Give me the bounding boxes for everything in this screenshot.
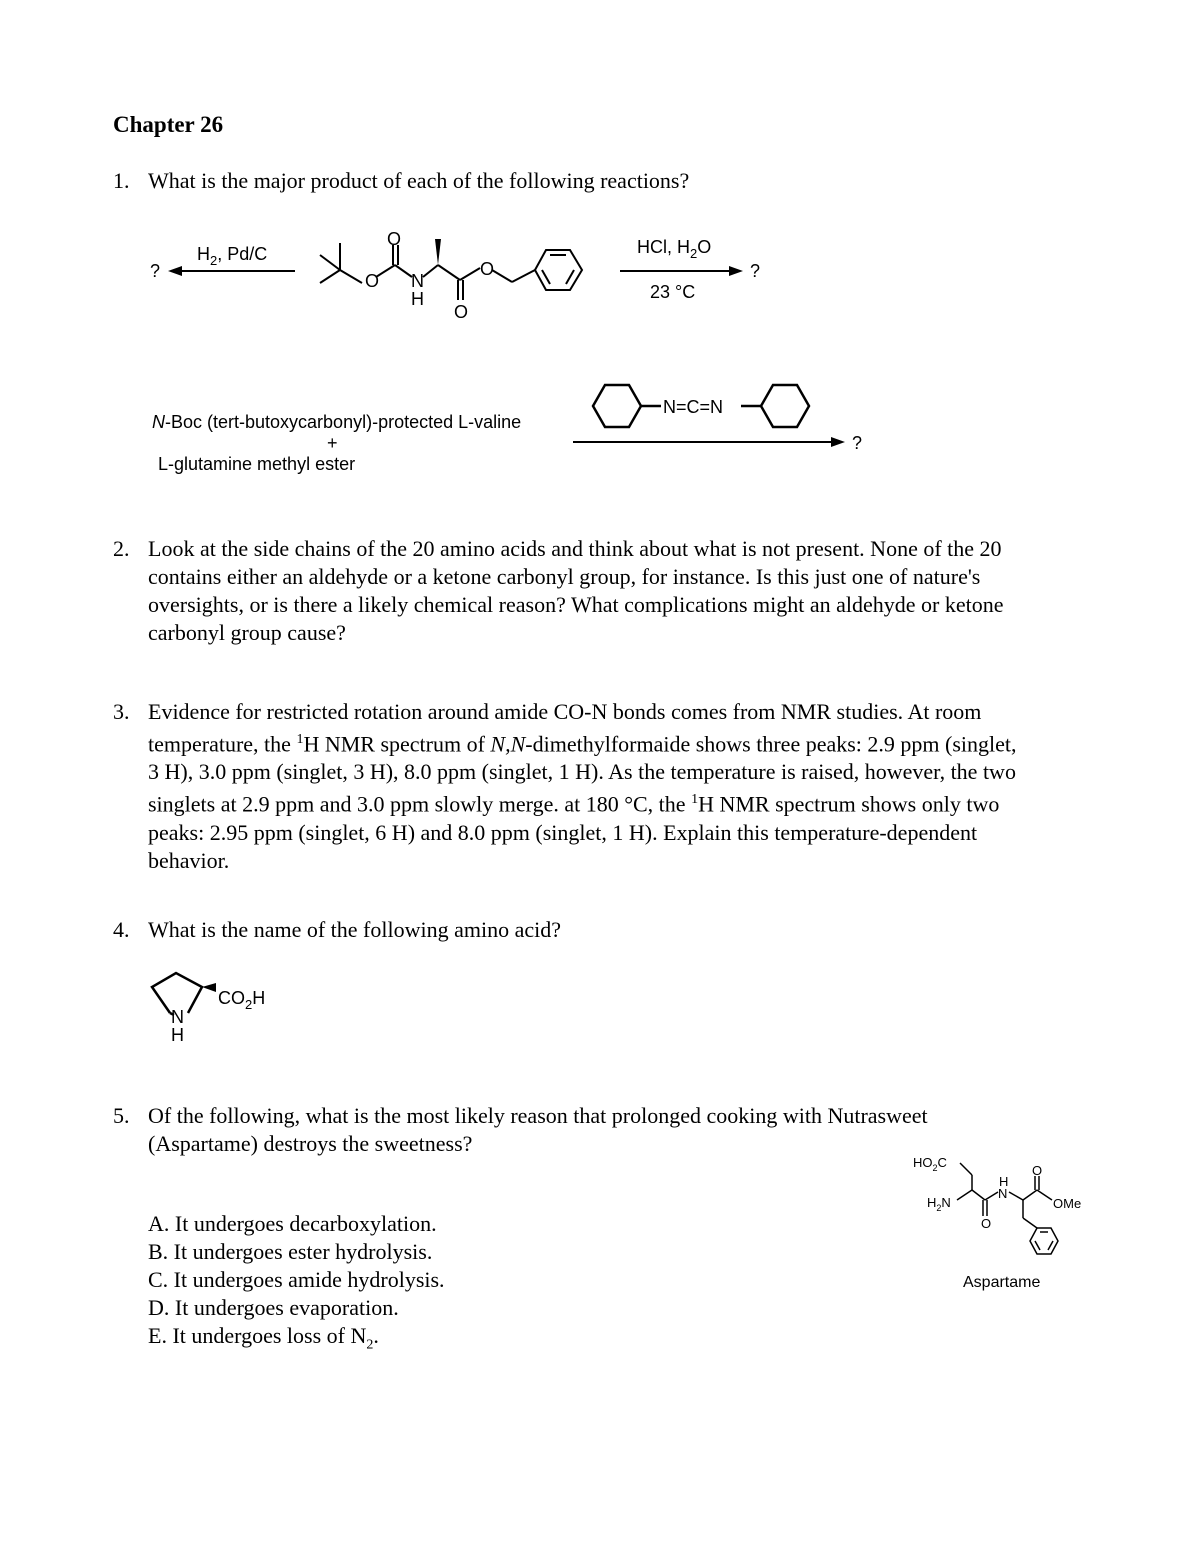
aspartame-name: Aspartame (963, 1274, 1041, 1291)
reaction1-left-reagent: $H_2$, Pd/C (197, 244, 268, 268)
q4-number: 4. (113, 917, 130, 942)
q5-option-e: E. It undergoes loss of $N_2$. (148, 1323, 379, 1353)
q3-number: 3. (113, 699, 130, 724)
q3-line-6: behavior. (148, 847, 230, 873)
q5-line-1: Of the following, what is the most likely reason that prolonged cooking with Nutrasweet (148, 1103, 928, 1128)
methyl-wedge (435, 239, 441, 265)
q4-text: What is the name of the following amino acid? (148, 917, 561, 942)
q5-options (148, 1210, 445, 1359)
q2-text (148, 535, 1078, 647)
q5-option-c: C. It undergoes amide hydrolysis. (148, 1267, 445, 1292)
q5-option-d: D. It undergoes evaporation. (148, 1295, 399, 1320)
q2-line-1: Look at the side chains of the 20 amino acids and think about what is not present. None of the 20 (148, 536, 1002, 561)
q2-line-2: contains either an aldehyde or a ketone carbonyl group, for instance. Is this just one of nature's (148, 564, 981, 589)
atom-n: N (411, 271, 424, 291)
aspartame-structure (905, 1148, 1105, 1293)
reaction2-arrowhead (831, 437, 845, 447)
reaction2-line3: L-glutamine methyl ester (158, 454, 356, 474)
reaction1-right-product: ? (750, 261, 761, 281)
proline-atom-h: H (171, 1025, 184, 1045)
reaction1-right-condition: 23 °C (650, 282, 696, 302)
chapter-title: Chapter 26 (113, 112, 224, 137)
q1-text: What is the major product of each of the following reactions? (148, 168, 690, 193)
aspartame-ome: OMe (1053, 1196, 1082, 1211)
q3-line-3: 3 H), 3.0 ppm (singlet, 3 H), 8.0 ppm (singlet, 1 H). As the temperature is raised, however, the two (148, 759, 1016, 785)
reaction1-scheme (140, 225, 780, 330)
reaction1-right-arrowhead (729, 266, 743, 276)
boc-ala-obn-structure (320, 243, 582, 300)
aspartame-atom-h: H (999, 1174, 1009, 1189)
q2-line-4: carbonyl group cause? (148, 620, 346, 645)
atom-h: H (411, 289, 424, 309)
q2-line-3: oversights, or is there a likely chemical reason? What complications might an aldehyde or ketone (148, 592, 1004, 617)
proline-structure (140, 965, 310, 1050)
reaction1-right-reagent: HCl, $H_2O$ (637, 237, 712, 261)
reaction2-scheme (565, 375, 875, 455)
reaction2-product: ? (852, 433, 863, 453)
q5-text (148, 1102, 1028, 1158)
reaction2-plus: + (327, 433, 338, 453)
proline-co2h-label: $CO_2H$ (218, 988, 266, 1012)
proline-wedge (202, 983, 216, 992)
q2-number: 2. (113, 536, 130, 561)
q3-line-4: singlets at 2.9 ppm and 3.0 ppm slowly merge. at 180 °C, the $^1$H NMR spectrum shows only two (148, 791, 1000, 817)
q5-number: 5. (113, 1103, 130, 1128)
reaction1-left-product: ? (150, 261, 161, 281)
reaction1-left-arrowhead (168, 266, 182, 276)
atom-o-carbonyl-top: O (387, 229, 402, 249)
q3-line-1: Evidence for restricted rotation around amide CO-N bonds comes from NMR studies. At room (148, 699, 982, 724)
q3-text (148, 698, 1078, 875)
dcc-label: N=C=N (663, 397, 724, 417)
reaction2-line1: N-Boc (tert-butoxycarbonyl)-protected L-valine (152, 412, 522, 432)
atom-o-boc: O (365, 271, 380, 291)
q3-line-2: temperature, the $^1$H NMR spectrum of N,N-dimethylformaide shows three peaks: 2.9 ppm (singlet, (148, 731, 1017, 757)
q5-line-2: (Aspartame) destroys the sweetness? (148, 1131, 473, 1156)
q5-option-a: A. It undergoes decarboxylation. (148, 1211, 437, 1236)
atom-o-benzyl: O (480, 259, 495, 279)
atom-o-carbonyl-bottom: O (454, 302, 469, 322)
aspartame-atom-o-bottom: O (981, 1216, 992, 1231)
q5-option-b: B. It undergoes ester hydrolysis. (148, 1239, 433, 1264)
q3-line-5: peaks: 2.95 ppm (singlet, 6 H) and 8.0 ppm (singlet, 1 H). Explain this temperature-dependent (148, 819, 978, 845)
aspartame-ho2c: $HO_2C$ (913, 1155, 947, 1173)
aspartame-atom-n: N (998, 1186, 1008, 1201)
aspartame-atom-o-top: O (1032, 1163, 1043, 1178)
proline-atom-n: N (171, 1007, 184, 1027)
reaction2-reactants (152, 412, 521, 475)
aspartame-h2n: $H_2N$ (927, 1195, 951, 1213)
q1-number: 1. (113, 168, 130, 193)
